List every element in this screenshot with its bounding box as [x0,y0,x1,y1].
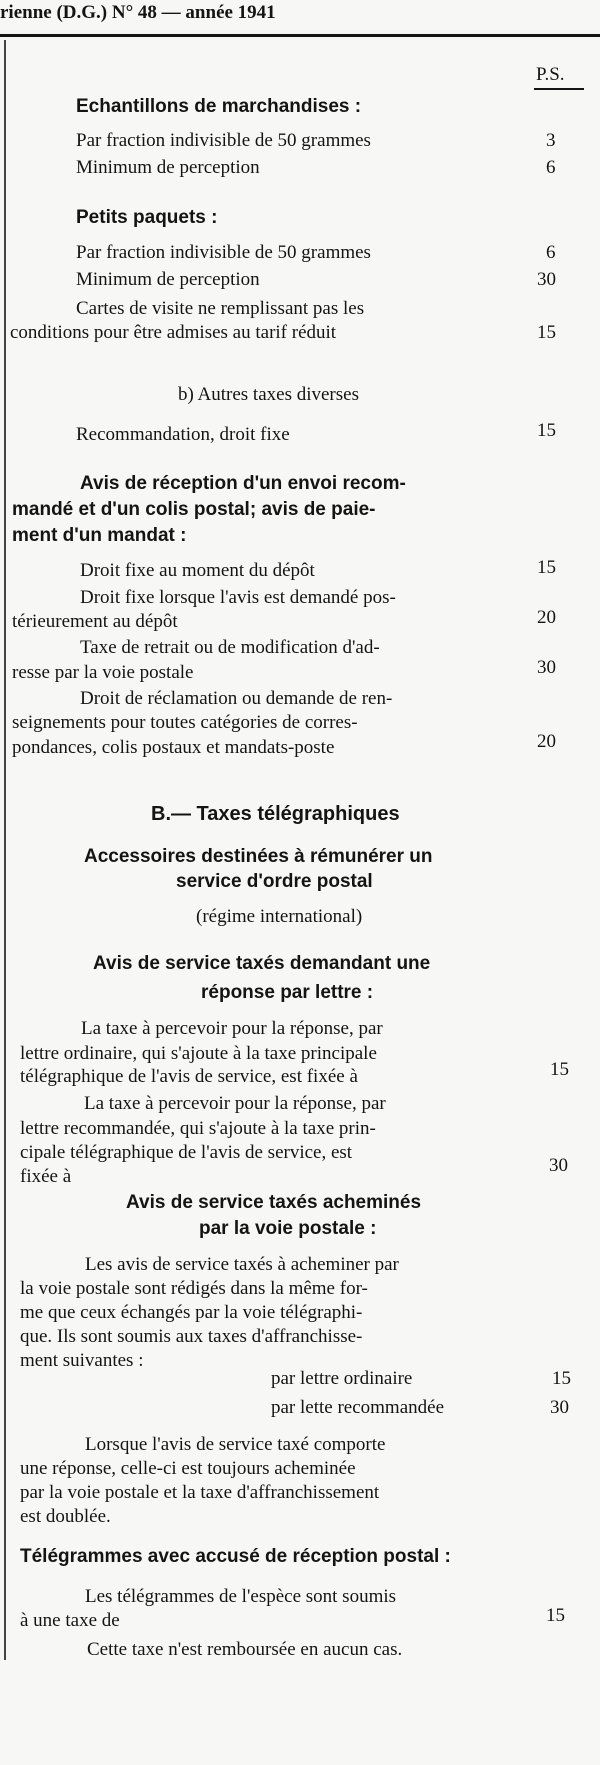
row-value: 20 [537,607,556,628]
paragraph-line: ment suivantes : [20,1350,144,1371]
row-value: 15 [537,420,556,441]
paragraph-line: Les télégrammes de l'espèce sont soumis [85,1586,397,1607]
paragraph-line: Cette taxe n'est remboursée en aucun cas. [87,1639,403,1660]
row-label: Droit de réclamation ou demande de ren- [80,688,393,709]
paragraph-line: lettre recommandée, qui s'ajoute à la taxe prin- [20,1118,376,1139]
paragraph-line: fixée à [20,1166,72,1187]
section-title-avis-reception: Avis de réception d'un envoi recom- [80,473,406,494]
row-label: Droit fixe au moment du dépôt [80,560,315,581]
row-label: par lette recommandée [271,1397,445,1418]
section-title-echantillons: Echantillons de marchandises : [76,96,362,117]
column-header-ps: P.S. [536,64,565,85]
row-label: conditions pour être admises au tarif réduit [10,322,337,343]
section-subtitle: service d'ordre postal [176,871,373,892]
row-label: seignements pour toutes catégories de corres- [12,712,358,733]
paragraph-line: la voie postale sont rédigés dans la même for- [20,1278,368,1299]
section-title-avis-reception: mandé et d'un colis postal; avis de paie- [12,499,376,520]
row-label: Minimum de perception [76,269,260,290]
paragraph-line: est doublée. [20,1506,111,1527]
paragraph-line: que. Ils sont soumis aux taxes d'affranchisse- [20,1326,363,1347]
paragraph-line: lettre ordinaire, qui s'ajoute à la taxe principale [20,1043,377,1064]
row-label: Minimum de perception [76,157,260,178]
paragraph-line: La taxe à percevoir pour la réponse, par [84,1093,386,1114]
row-value: 30 [537,657,556,678]
column-header-rule [534,88,584,90]
section-subtitle: Accessoires destinées à rémunérer un [84,846,433,867]
section-title-avis-lettre: Avis de service taxés demandant une [93,953,431,974]
row-value: 15 [546,1605,565,1626]
row-value: 30 [550,1397,569,1418]
section-title-avis-postale: Avis de service taxés acheminés [126,1192,422,1213]
row-value: 30 [549,1155,568,1176]
paragraph-line: par la voie postale et la taxe d'affranchissement [20,1482,380,1503]
row-label: Taxe de retrait ou de modification d'ad- [80,637,380,658]
section-title-autres: b) Autres taxes diverses [178,384,359,405]
section-title-telegrammes: Télégrammes avec accusé de réception postal : [20,1546,451,1567]
paragraph-line: me que ceux échangés par la voie télégraphi- [20,1302,363,1323]
row-label: Par fraction indivisible de 50 grammes [76,242,371,263]
row-label: Droit fixe lorsque l'avis est demandé pos- [80,587,396,608]
row-value: 15 [537,322,556,343]
row-label: par lettre ordinaire [271,1368,413,1389]
row-label: pondances, colis postaux et mandats-poste [12,737,335,758]
row-label: resse par la voie postale [12,662,194,683]
row-value: 6 [546,157,556,178]
page-header: rienne (D.G.) N° 48 — année 1941 [0,2,276,23]
row-value: 15 [550,1059,569,1080]
paragraph-line: télégraphique de l'avis de service, est fixée à [20,1066,358,1087]
row-value: 6 [546,242,556,263]
margin-rule [4,40,6,1660]
section-subtitle: (régime international) [196,906,363,927]
paragraph-line: Lorsque l'avis de service taxé comporte [85,1434,386,1455]
paragraph-line: cipale télégraphique de l'avis de service, est [20,1142,353,1163]
section-title-paquets: Petits paquets : [76,207,218,228]
row-value: 15 [552,1368,571,1389]
section-title-avis-reception: ment d'un mandat : [12,525,187,546]
section-title-b: B.— Taxes télégraphiques [151,803,400,825]
row-value: 20 [537,731,556,752]
paragraph-line: Les avis de service taxés à acheminer par [85,1254,399,1275]
paragraph-line: à une taxe de [20,1610,120,1631]
paragraph-line: La taxe à percevoir pour la réponse, par [81,1018,383,1039]
section-title-avis-lettre: réponse par lettre : [201,982,374,1003]
section-title-avis-postale: par la voie postale : [199,1218,377,1239]
row-label: Cartes de visite ne remplissant pas les [76,298,365,319]
row-label: térieurement au dépôt [12,611,178,632]
row-value: 15 [537,557,556,578]
row-label: Recommandation, droit fixe [76,424,290,445]
row-label: Par fraction indivisible de 50 grammes [76,130,371,151]
row-value: 30 [537,269,556,290]
paragraph-line: une réponse, celle-ci est toujours acheminée [20,1458,356,1479]
row-value: 3 [546,130,556,151]
header-rule [0,34,600,37]
